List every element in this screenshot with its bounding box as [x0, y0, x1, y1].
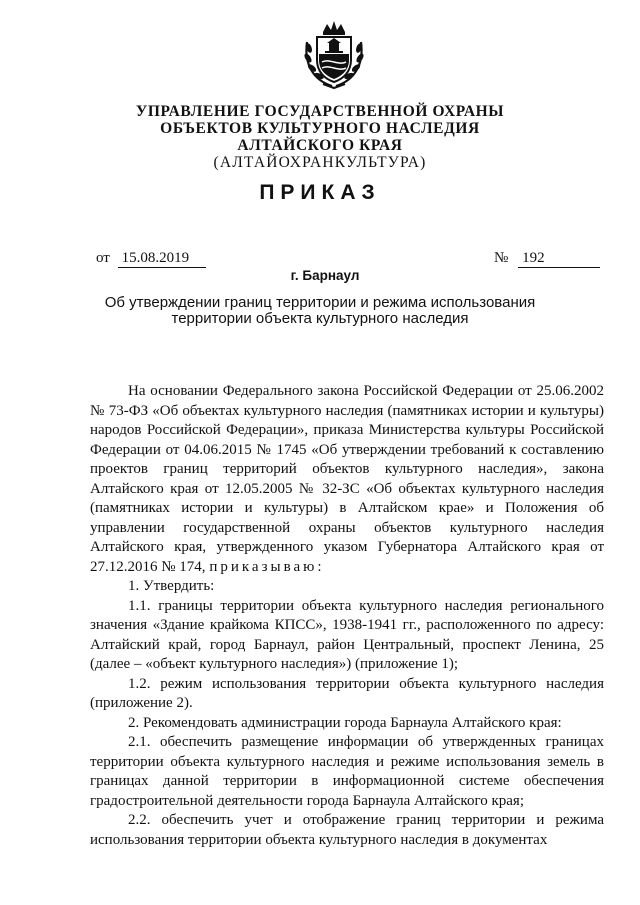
item-1-1: 1.1. границы территории объекта культурного наследия регионального значения «Здание крайкома КПСС», 1938-1941 гг., расположенного по адресу: Алтайский край, город Барнаул, район Центральный, проспект Ленина, 25 (далее – «объект культурного наследия») (приложение 1); [90, 597, 604, 672]
item-2: 2. Рекомендовать администрации города Барнаула Алтайского края: [128, 714, 562, 731]
preamble-paragraph [90, 382, 604, 577]
city-name: г. Барнаул [290, 268, 360, 283]
order-subject [0, 295, 640, 327]
document-title: ПРИКАЗ [259, 181, 381, 204]
date-value: 15.08.2019 [118, 250, 206, 268]
number-value: 192 [518, 250, 600, 268]
item-2-2: 2.2. обеспечить учет и отображение границ территории и режима использования территории объекта культурного наследия в документах [90, 812, 604, 848]
organization-header [0, 103, 640, 171]
order-date [96, 250, 206, 268]
item-1-2: 1.2. режим использования территории объекта культурного наследия (приложение 2). [90, 675, 604, 711]
document-body [90, 382, 604, 850]
org-name-line-3: АЛТАЙСКОГО КРАЯ [237, 137, 403, 154]
altai-krai-coat-of-arms-icon [299, 18, 369, 92]
order-number [494, 250, 600, 268]
subject-line-1: Об утверждении границ территории и режима использования [104, 294, 536, 311]
subject-line-2: территории объекта культурного наследия [171, 310, 469, 327]
command-text: приказываю: [209, 558, 325, 575]
org-name-line-1: УПРАВЛЕНИЕ ГОСУДАРСТВЕННОЙ ОХРАНЫ [135, 103, 505, 120]
number-prefix: № [494, 250, 509, 266]
date-prefix: от [96, 250, 110, 266]
item-2-1: 2.1. обеспечить размещение информации об утвержденных границах территории объекта культурного наследия и режиме использования земель в границах данной территории в информационной системе обеспечения градостроительной деятельности города Барнаула Алтайского края; [90, 734, 604, 809]
preamble-text: На основании Федерального закона Российской Федерации от 25.06.2002 № 73-ФЗ «Об объектах культурного наследия (памятниках истории и культуры) народов Российской Федерации», приказа Министерства культуры Российской Федерации от 04.06.2015 № 1745 «Об утверждении требований к составлению проектов границ территорий объектов культурного наследия», закона Алтайского края от 12.05.2005 № 32-ЗС «Об объектах культурного наследия (памятниках истории и культуры) в Алтайском крае» и Положения об управлении государственной охраны объектов культурного наследия Алтайского края, утвержденного указом Губернатора Алтайского края от 27.12.2016 № 174, [90, 383, 604, 575]
item-1: 1. Утвердить: [128, 578, 215, 594]
org-short-name: (АЛТАЙОХРАНКУЛЬТУРА) [213, 154, 427, 171]
org-name-line-2: ОБЪЕКТОВ КУЛЬТУРНОГО НАСЛЕДИЯ [160, 120, 480, 137]
